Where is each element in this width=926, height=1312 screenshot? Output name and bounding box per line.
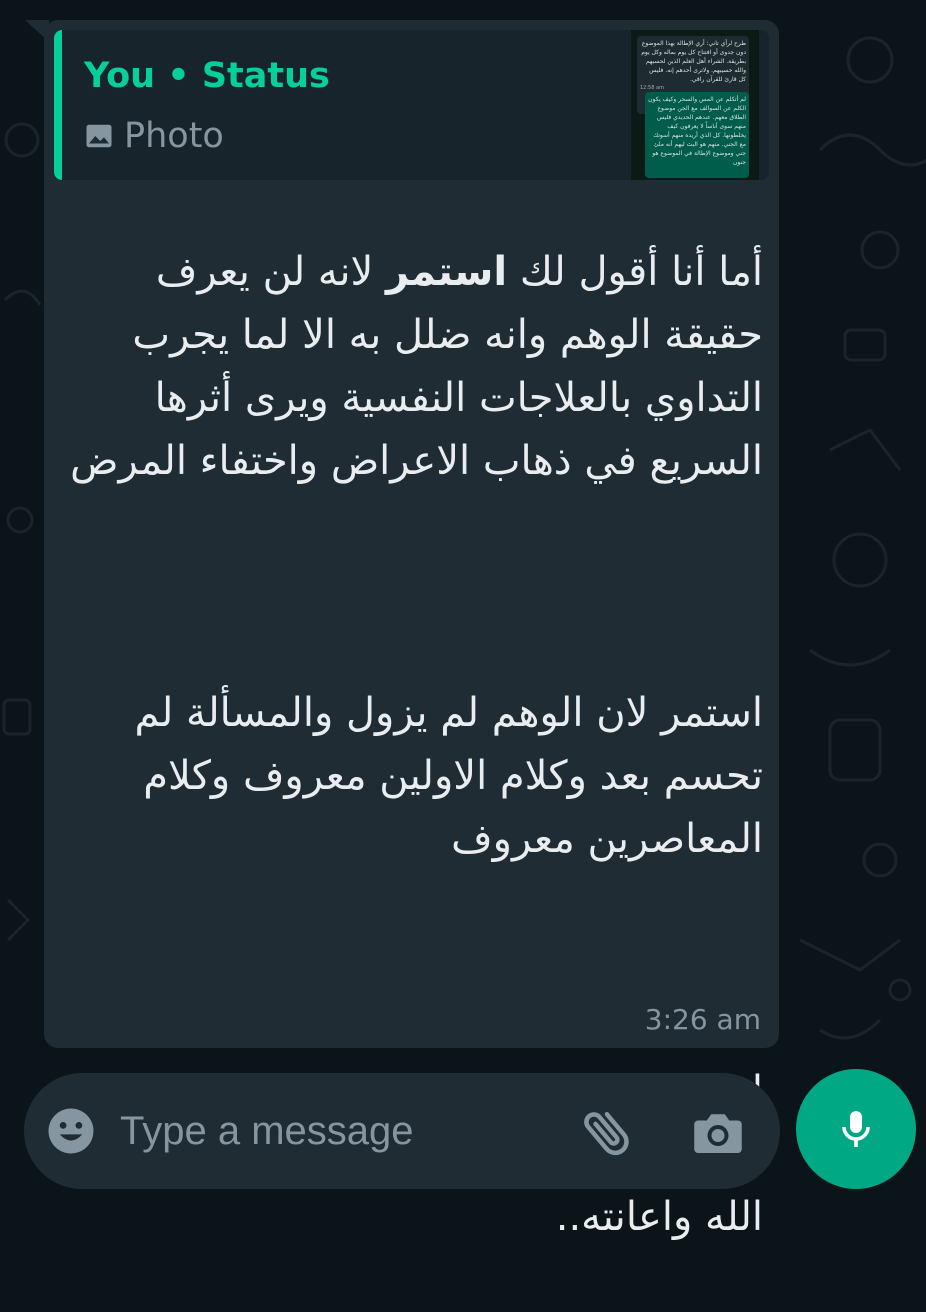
message-paragraph-3: الله واعانته.. bbox=[555, 1194, 763, 1240]
photo-icon bbox=[84, 121, 114, 151]
reply-accent-bar bbox=[54, 30, 62, 180]
reply-author: You bbox=[84, 56, 156, 96]
paragraph-1-start: أما أنا أقول لك bbox=[507, 249, 763, 295]
status-photo-thumbnail bbox=[631, 30, 759, 180]
thumbnail-text-1: طرح لرأي تاني: أري الإطالة بهذا الموضوع دون جدوى أو افتتاح كل يوم بماله وكل يوم بطريقة. الشراء أهل العلم الذين لحسبهم والله حسيبهم. ولاترى أحدهم إنه. فليس كل قارئ للقرآن راقي. bbox=[641, 40, 746, 83]
thumbnail-text-2: لم أتكلم عن المس والسحر وكيف يكون الكلم عن السوالف مع الجن موضوع الطلاق معهم. عندهم الحديدي فليس منهم سوى أناساً لا يعرفون كيف يخلطونها. كل الذي أريده منهم أسوتك مع الجني. منهم هو البث ليهم أنه ملئ جني وموضوع الإطالة في الموضوع هو جنون bbox=[648, 96, 746, 166]
reply-author-line bbox=[84, 56, 330, 96]
message-input[interactable] bbox=[120, 1101, 560, 1161]
paperclip-icon[interactable] bbox=[578, 1103, 638, 1163]
reply-separator: • bbox=[167, 56, 190, 96]
thumbnail-message-2 bbox=[645, 92, 749, 178]
message-composer bbox=[24, 1073, 780, 1189]
message-timestamp: 3:26 am bbox=[644, 1003, 761, 1036]
paragraph-spacer bbox=[60, 934, 763, 997]
paragraph-1-end: لانه لن يعرف حقيقة الوهم وانه ضلل به الا لما يجرب التداوي بالعلاجات النفسية ويرى أثرها السريع في ذهاب الاعراض واختفاء المرض bbox=[70, 249, 763, 484]
message-paragraph-2: استمر لان الوهم لم يزول والمسألة لم تحسم بعد وكلام الاولين معروف وكلام المعاصرين معروف bbox=[134, 690, 763, 862]
camera-icon[interactable] bbox=[688, 1103, 748, 1163]
message-paragraph-1 bbox=[60, 241, 763, 493]
quoted-status-reply[interactable] bbox=[54, 30, 769, 180]
paragraph-spacer bbox=[60, 556, 763, 619]
reply-media-type bbox=[84, 116, 224, 156]
reply-media-label: Photo bbox=[124, 116, 224, 156]
paragraph-1-bold: استمر bbox=[386, 249, 508, 295]
reply-context: Status bbox=[201, 56, 330, 96]
microphone-button[interactable] bbox=[796, 1069, 916, 1189]
message-bubble[interactable] bbox=[44, 20, 779, 1240]
emoji-icon[interactable] bbox=[44, 1104, 98, 1158]
microphone-icon bbox=[832, 1105, 880, 1153]
thumbnail-time-1: 12:58 am bbox=[640, 85, 664, 91]
